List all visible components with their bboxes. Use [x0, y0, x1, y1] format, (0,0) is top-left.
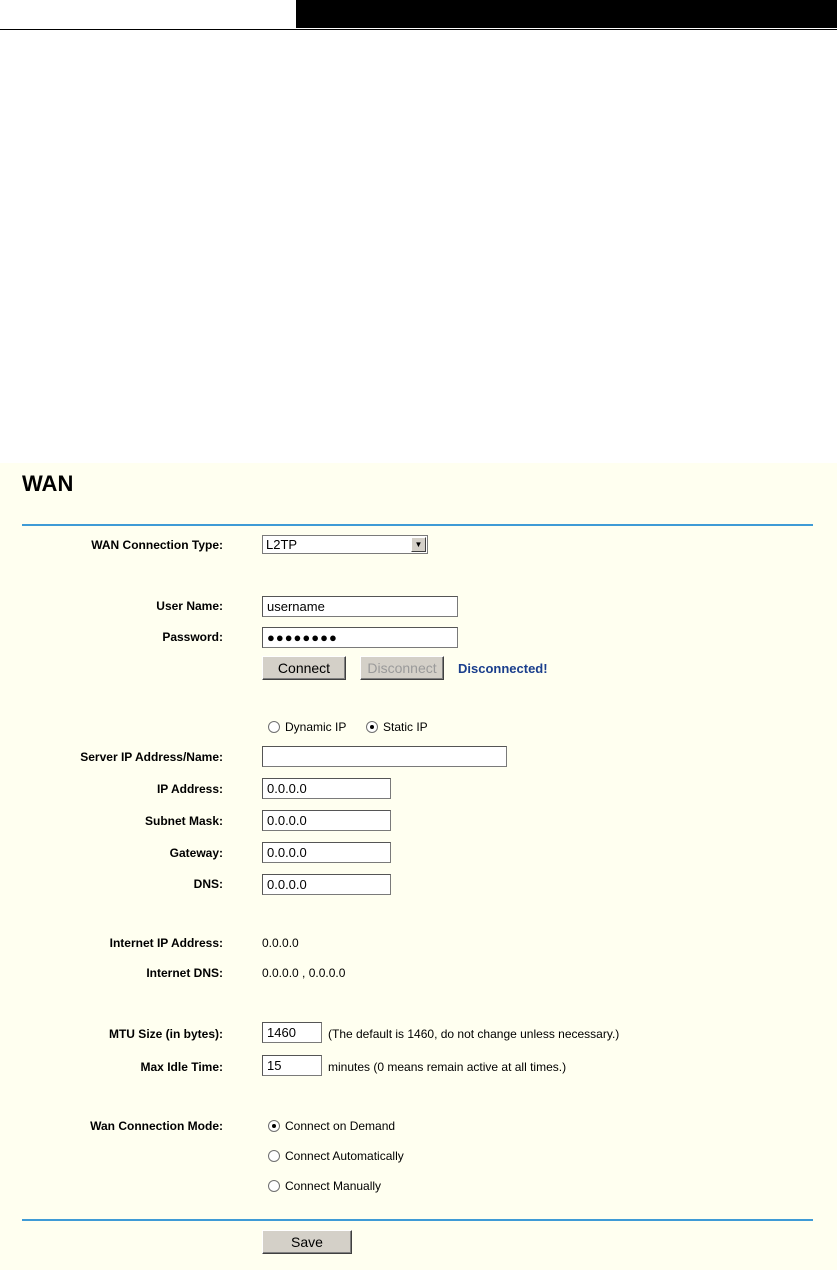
max-idle-input[interactable] — [262, 1055, 322, 1076]
dns-label: DNS: — [193, 877, 223, 891]
password-input[interactable]: ●●●●●●●● — [262, 627, 458, 648]
bottom-divider — [22, 1219, 813, 1221]
mtu-note: (The default is 1460, do not change unless necessary.) — [328, 1027, 620, 1041]
radio-connect-on-demand-label: Connect on Demand — [285, 1119, 396, 1133]
mtu-input[interactable] — [262, 1022, 322, 1043]
radio-static-ip-label: Static IP — [383, 720, 428, 734]
header-rule — [0, 29, 837, 30]
connect-button[interactable]: Connect — [262, 656, 346, 680]
chevron-down-icon[interactable]: ▼ — [411, 537, 426, 552]
connection-type-label: WAN Connection Type: — [91, 538, 223, 552]
top-divider — [22, 524, 813, 526]
server-label: Server IP Address/Name: — [80, 750, 223, 764]
radio-connect-manually[interactable] — [268, 1179, 381, 1193]
server-input[interactable] — [262, 746, 507, 767]
panel-title: WAN — [22, 471, 74, 496]
connection-type-value: L2TP — [266, 537, 298, 552]
disconnect-button[interactable]: Disconnect — [360, 656, 444, 680]
ip-address-input[interactable] — [262, 778, 391, 799]
max-idle-note: minutes (0 means remain active at all times.) — [328, 1060, 567, 1074]
radio-connect-manually-label: Connect Manually — [285, 1179, 382, 1193]
radio-connect-manually-indicator[interactable] — [268, 1180, 280, 1192]
connection-status: Disconnected! — [458, 661, 548, 676]
connection-mode-label: Wan Connection Mode: — [90, 1119, 223, 1133]
user-name-input[interactable] — [262, 596, 458, 617]
connection-type-select[interactable] — [262, 535, 428, 554]
internet-ip-label: Internet IP Address: — [109, 936, 223, 950]
radio-connect-on-demand-indicator[interactable] — [268, 1120, 280, 1132]
radio-connect-on-demand[interactable] — [268, 1119, 395, 1133]
radio-dynamic-ip-indicator[interactable] — [268, 721, 280, 733]
ip-address-label: IP Address: — [156, 782, 223, 796]
internet-ip-value: 0.0.0.0 — [262, 936, 299, 950]
mtu-label: MTU Size (in bytes): — [108, 1027, 223, 1041]
header-bar — [296, 0, 837, 28]
radio-connect-automatically[interactable] — [268, 1149, 404, 1163]
radio-connect-automatically-indicator[interactable] — [268, 1150, 280, 1162]
radio-dynamic-ip[interactable] — [268, 720, 346, 734]
radio-static-ip-indicator[interactable] — [366, 721, 378, 733]
internet-dns-label: Internet DNS: — [146, 966, 223, 980]
subnet-mask-label: Subnet Mask: — [144, 814, 223, 828]
wan-panel — [0, 463, 837, 1270]
radio-dynamic-ip-label: Dynamic IP — [285, 720, 347, 734]
dns-input[interactable] — [262, 874, 391, 895]
gateway-input[interactable] — [262, 842, 391, 863]
radio-static-ip[interactable] — [366, 720, 428, 734]
radio-connect-automatically-label: Connect Automatically — [285, 1149, 404, 1163]
user-name-label: User Name: — [156, 599, 223, 613]
page-header — [0, 0, 837, 30]
gateway-label: Gateway: — [169, 846, 223, 860]
max-idle-label: Max Idle Time: — [140, 1060, 223, 1074]
save-button[interactable]: Save — [262, 1230, 352, 1254]
internet-dns-value: 0.0.0.0 , 0.0.0.0 — [262, 966, 346, 980]
subnet-mask-input[interactable] — [262, 810, 391, 831]
password-label: Password: — [162, 630, 223, 644]
